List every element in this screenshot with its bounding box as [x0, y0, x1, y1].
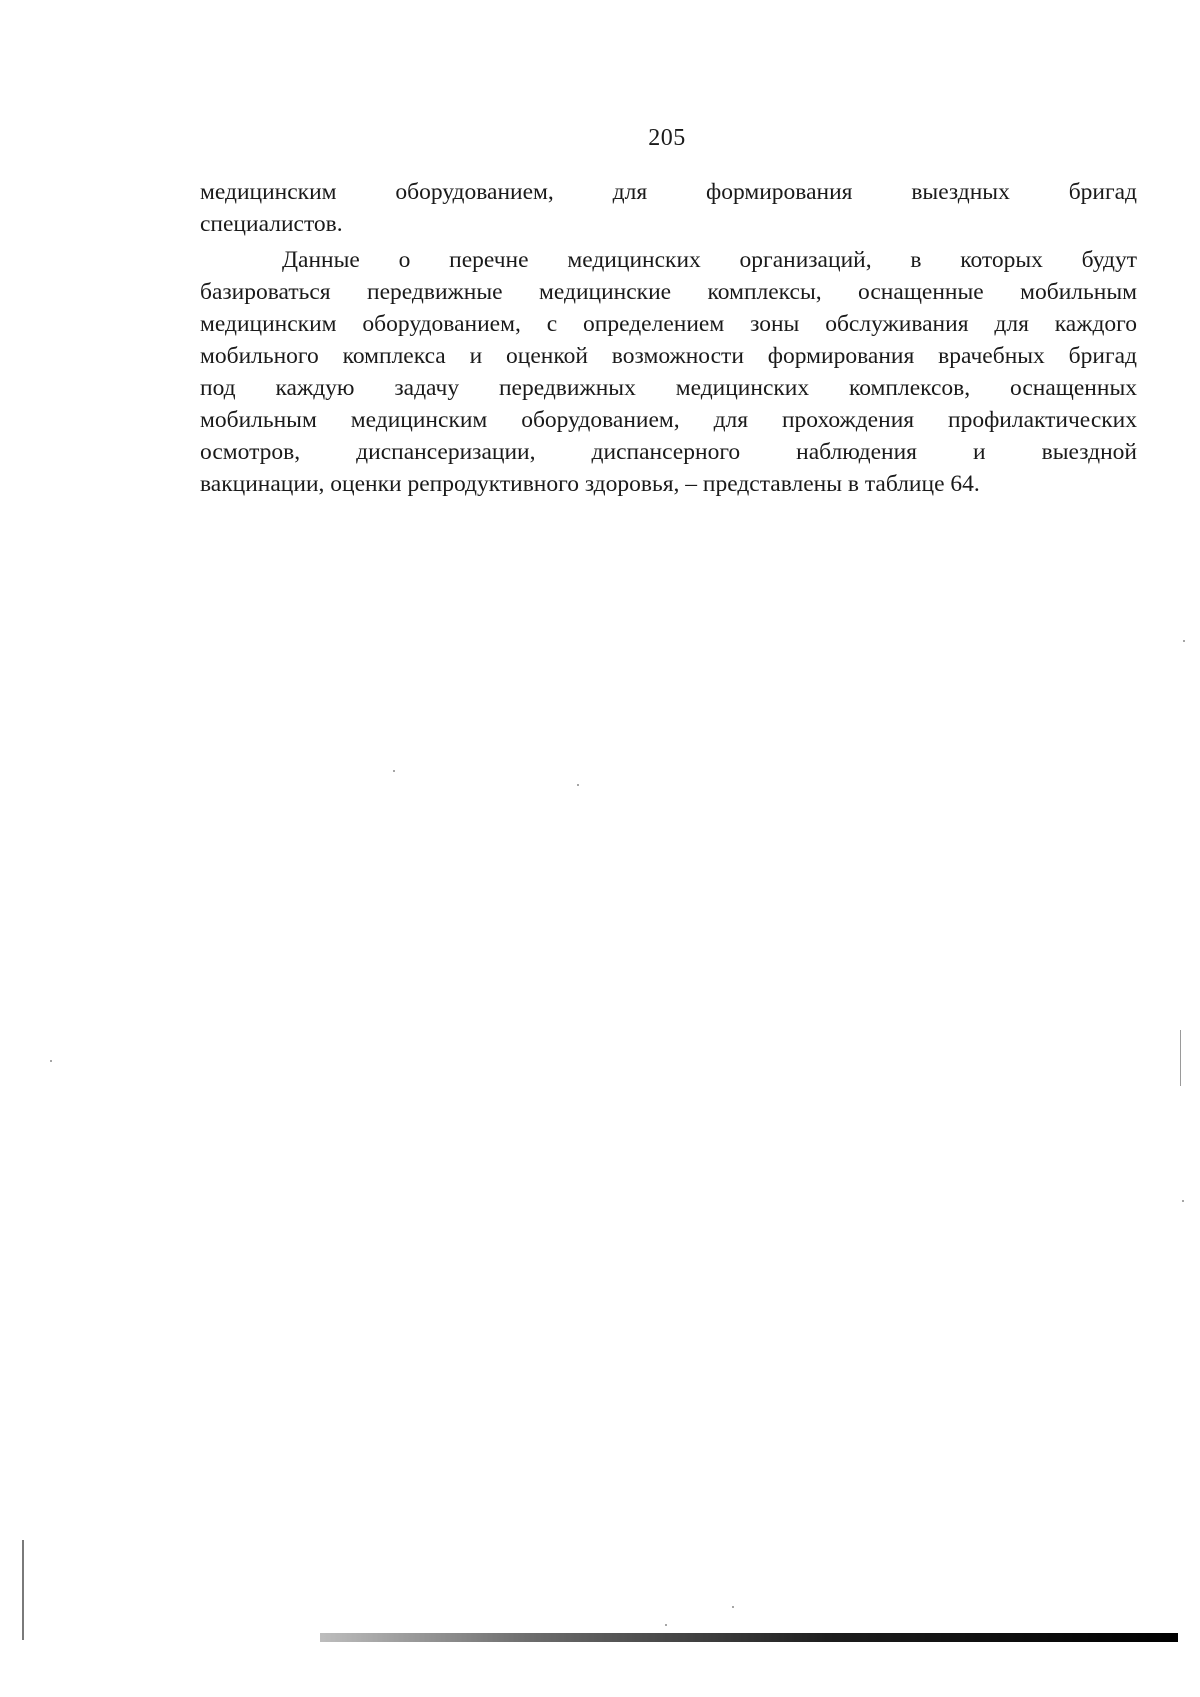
text-line: вакцинации, оценки репродуктивного здоровья, – представлены в таблице 64. — [200, 471, 980, 497]
scan-right-edge-mark — [1180, 1030, 1181, 1086]
scan-speck — [732, 1606, 734, 1608]
text-line: под каждую задачу передвижных медицинских комплексов, оснащенных — [200, 375, 1137, 401]
scan-speck — [665, 1624, 667, 1626]
paragraph-1 — [200, 176, 1137, 240]
paragraph-2 — [200, 244, 1137, 500]
document-text — [200, 176, 1137, 500]
scan-speck — [1182, 1200, 1184, 1202]
text-line: базироваться передвижные медицинские комплексы, оснащенные мобильным — [200, 279, 1137, 305]
text-line: Данные о перечне медицинских организаций, в которых будут — [282, 247, 1137, 273]
scan-speck — [393, 770, 395, 772]
text-line: медицинским оборудованием, для формирования выездных бригад — [200, 179, 1137, 205]
scan-speck — [1183, 640, 1185, 642]
text-line: осмотров, диспансеризации, диспансерного наблюдения и выездной — [200, 439, 1137, 465]
text-line: мобильным медицинским оборудованием, для прохождения профилактических — [200, 407, 1137, 433]
scan-left-edge-mark — [22, 1540, 24, 1640]
text-line: мобильного комплекса и оценкой возможности формирования врачебных бригад — [200, 343, 1137, 369]
text-line: медицинским оборудованием, с определением зоны обслуживания для каждого — [200, 311, 1137, 337]
scan-speck — [50, 1060, 52, 1062]
text-line: специалистов. — [200, 211, 343, 237]
scan-bottom-rule — [320, 1633, 1178, 1642]
scan-speck — [577, 784, 579, 786]
page-number: 205 — [648, 125, 686, 151]
